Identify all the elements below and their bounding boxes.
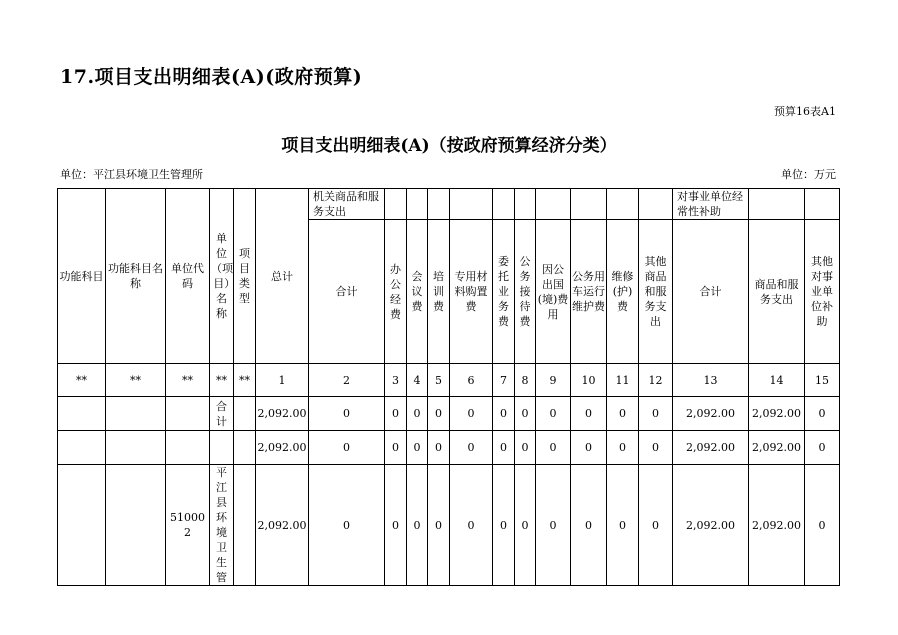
index-cell: 1 (256, 364, 309, 397)
cell: 0 (571, 465, 607, 586)
header-group-org-goods: 机关商品和服务支出 (309, 189, 385, 220)
cell: 平江县环境卫生管 (210, 465, 234, 586)
index-cell: 15 (805, 364, 840, 397)
header-empty (749, 189, 805, 220)
cell: 0 (385, 465, 407, 586)
cell: 0 (515, 431, 536, 465)
cell: 0 (607, 431, 639, 465)
header-org-total: 合计 (309, 220, 385, 364)
cell: 2,092.00 (673, 465, 749, 586)
cell: 0 (309, 465, 385, 586)
header-vehicle: 公务用车运行维护费 (571, 220, 607, 364)
cell: 0 (407, 397, 428, 431)
header-meeting: 会议费 (407, 220, 428, 364)
header-empty (639, 189, 673, 220)
cell: 2,092.00 (256, 431, 309, 465)
index-cell: ** (58, 364, 106, 397)
cell: 0 (639, 465, 673, 586)
cell: 0 (493, 465, 515, 586)
header-project-type: 项目类型 (234, 189, 256, 364)
header-func-name: 功能科目名称 (106, 189, 166, 364)
index-cell: 5 (428, 364, 450, 397)
header-abroad: 因公出国(境)费用 (536, 220, 571, 364)
header-total: 总计 (256, 189, 309, 364)
cell: 0 (450, 397, 493, 431)
header-empty (607, 189, 639, 220)
header-empty (571, 189, 607, 220)
header-office: 办公经费 (385, 220, 407, 364)
index-cell: 13 (673, 364, 749, 397)
cell (58, 431, 106, 465)
index-cell: 7 (493, 364, 515, 397)
index-cell: ** (234, 364, 256, 397)
cell: 0 (607, 465, 639, 586)
cell: 0 (385, 431, 407, 465)
cell: 0 (450, 431, 493, 465)
header-empty (407, 189, 428, 220)
cell: 0 (493, 397, 515, 431)
cell: 0 (493, 431, 515, 465)
index-cell: 2 (309, 364, 385, 397)
cell: 0 (309, 431, 385, 465)
header-entrusted: 委托业务费 (493, 220, 515, 364)
header-maintenance: 维修(护)费 (607, 220, 639, 364)
cell: 0 (515, 465, 536, 586)
header-empty (805, 189, 840, 220)
index-cell: 8 (515, 364, 536, 397)
cell: 510002 (166, 465, 210, 586)
header-empty (450, 189, 493, 220)
cell: 0 (515, 397, 536, 431)
header-empty (515, 189, 536, 220)
table-code: 预算16表A1 (774, 105, 836, 118)
header-empty (493, 189, 515, 220)
header-subsidy-total: 合计 (673, 220, 749, 364)
cell: 0 (407, 431, 428, 465)
cell: 合计 (210, 397, 234, 431)
cell: 0 (536, 397, 571, 431)
cell (106, 465, 166, 586)
expenditure-table (57, 188, 840, 586)
cell: 0 (639, 431, 673, 465)
table-row (58, 465, 840, 586)
cell: 2,092.00 (673, 431, 749, 465)
cell: 0 (639, 397, 673, 431)
cell (166, 397, 210, 431)
header-subsidy-goods: 商品和服务支出 (749, 220, 805, 364)
header-subsidy-other: 其他对事业单位补助 (805, 220, 840, 364)
index-row (58, 364, 840, 397)
header-empty (385, 189, 407, 220)
cell (106, 397, 166, 431)
cell: 0 (805, 431, 840, 465)
cell: 2,092.00 (749, 431, 805, 465)
index-cell: ** (106, 364, 166, 397)
cell: 2,092.00 (256, 465, 309, 586)
cell: 0 (536, 431, 571, 465)
cell: 2,092.00 (256, 397, 309, 431)
cell (106, 431, 166, 465)
cell: 0 (407, 465, 428, 586)
index-cell: 14 (749, 364, 805, 397)
cell (58, 465, 106, 586)
index-cell: 6 (450, 364, 493, 397)
header-materials: 专用材料购置费 (450, 220, 493, 364)
unit-name-label: 单位：平江县环境卫生管理所 (60, 168, 203, 181)
index-cell: ** (166, 364, 210, 397)
cell: 0 (536, 465, 571, 586)
cell: 0 (428, 465, 450, 586)
cell: 0 (385, 397, 407, 431)
index-cell: 12 (639, 364, 673, 397)
cell: 0 (571, 397, 607, 431)
cell (58, 397, 106, 431)
header-empty (428, 189, 450, 220)
cell: 0 (607, 397, 639, 431)
cell: 0 (309, 397, 385, 431)
cell: 0 (428, 431, 450, 465)
index-cell: 3 (385, 364, 407, 397)
currency-unit-label: 单位：万元 (781, 168, 836, 181)
index-cell: 10 (571, 364, 607, 397)
index-cell: ** (210, 364, 234, 397)
header-func-code: 功能科目 (58, 189, 106, 364)
index-cell: 11 (607, 364, 639, 397)
cell: 2,092.00 (673, 397, 749, 431)
header-empty (536, 189, 571, 220)
cell (166, 431, 210, 465)
header-row-group (58, 189, 840, 220)
header-other-goods: 其他商品和服务支出 (639, 220, 673, 364)
cell: 0 (805, 397, 840, 431)
index-cell: 9 (536, 364, 571, 397)
cell (234, 431, 256, 465)
header-training: 培训费 (428, 220, 450, 364)
table-row (58, 397, 840, 431)
index-cell: 4 (407, 364, 428, 397)
cell (234, 397, 256, 431)
page-title: 17.项目支出明细表(A)(政府预算) (60, 66, 363, 88)
table-row (58, 431, 840, 465)
header-unit-code: 单位代码 (166, 189, 210, 364)
cell: 2,092.00 (749, 397, 805, 431)
cell: 0 (428, 397, 450, 431)
header-unit-name: 单位（项目）名称 (210, 189, 234, 364)
header-group-subsidy: 对事业单位经常性补助 (673, 189, 749, 220)
header-reception: 公务接待费 (515, 220, 536, 364)
cell: 0 (805, 465, 840, 586)
cell: 0 (571, 431, 607, 465)
cell (234, 465, 256, 586)
cell: 0 (450, 465, 493, 586)
table-title: 项目支出明细表(A)（按政府预算经济分类） (281, 136, 617, 156)
cell (210, 431, 234, 465)
cell: 2,092.00 (749, 465, 805, 586)
